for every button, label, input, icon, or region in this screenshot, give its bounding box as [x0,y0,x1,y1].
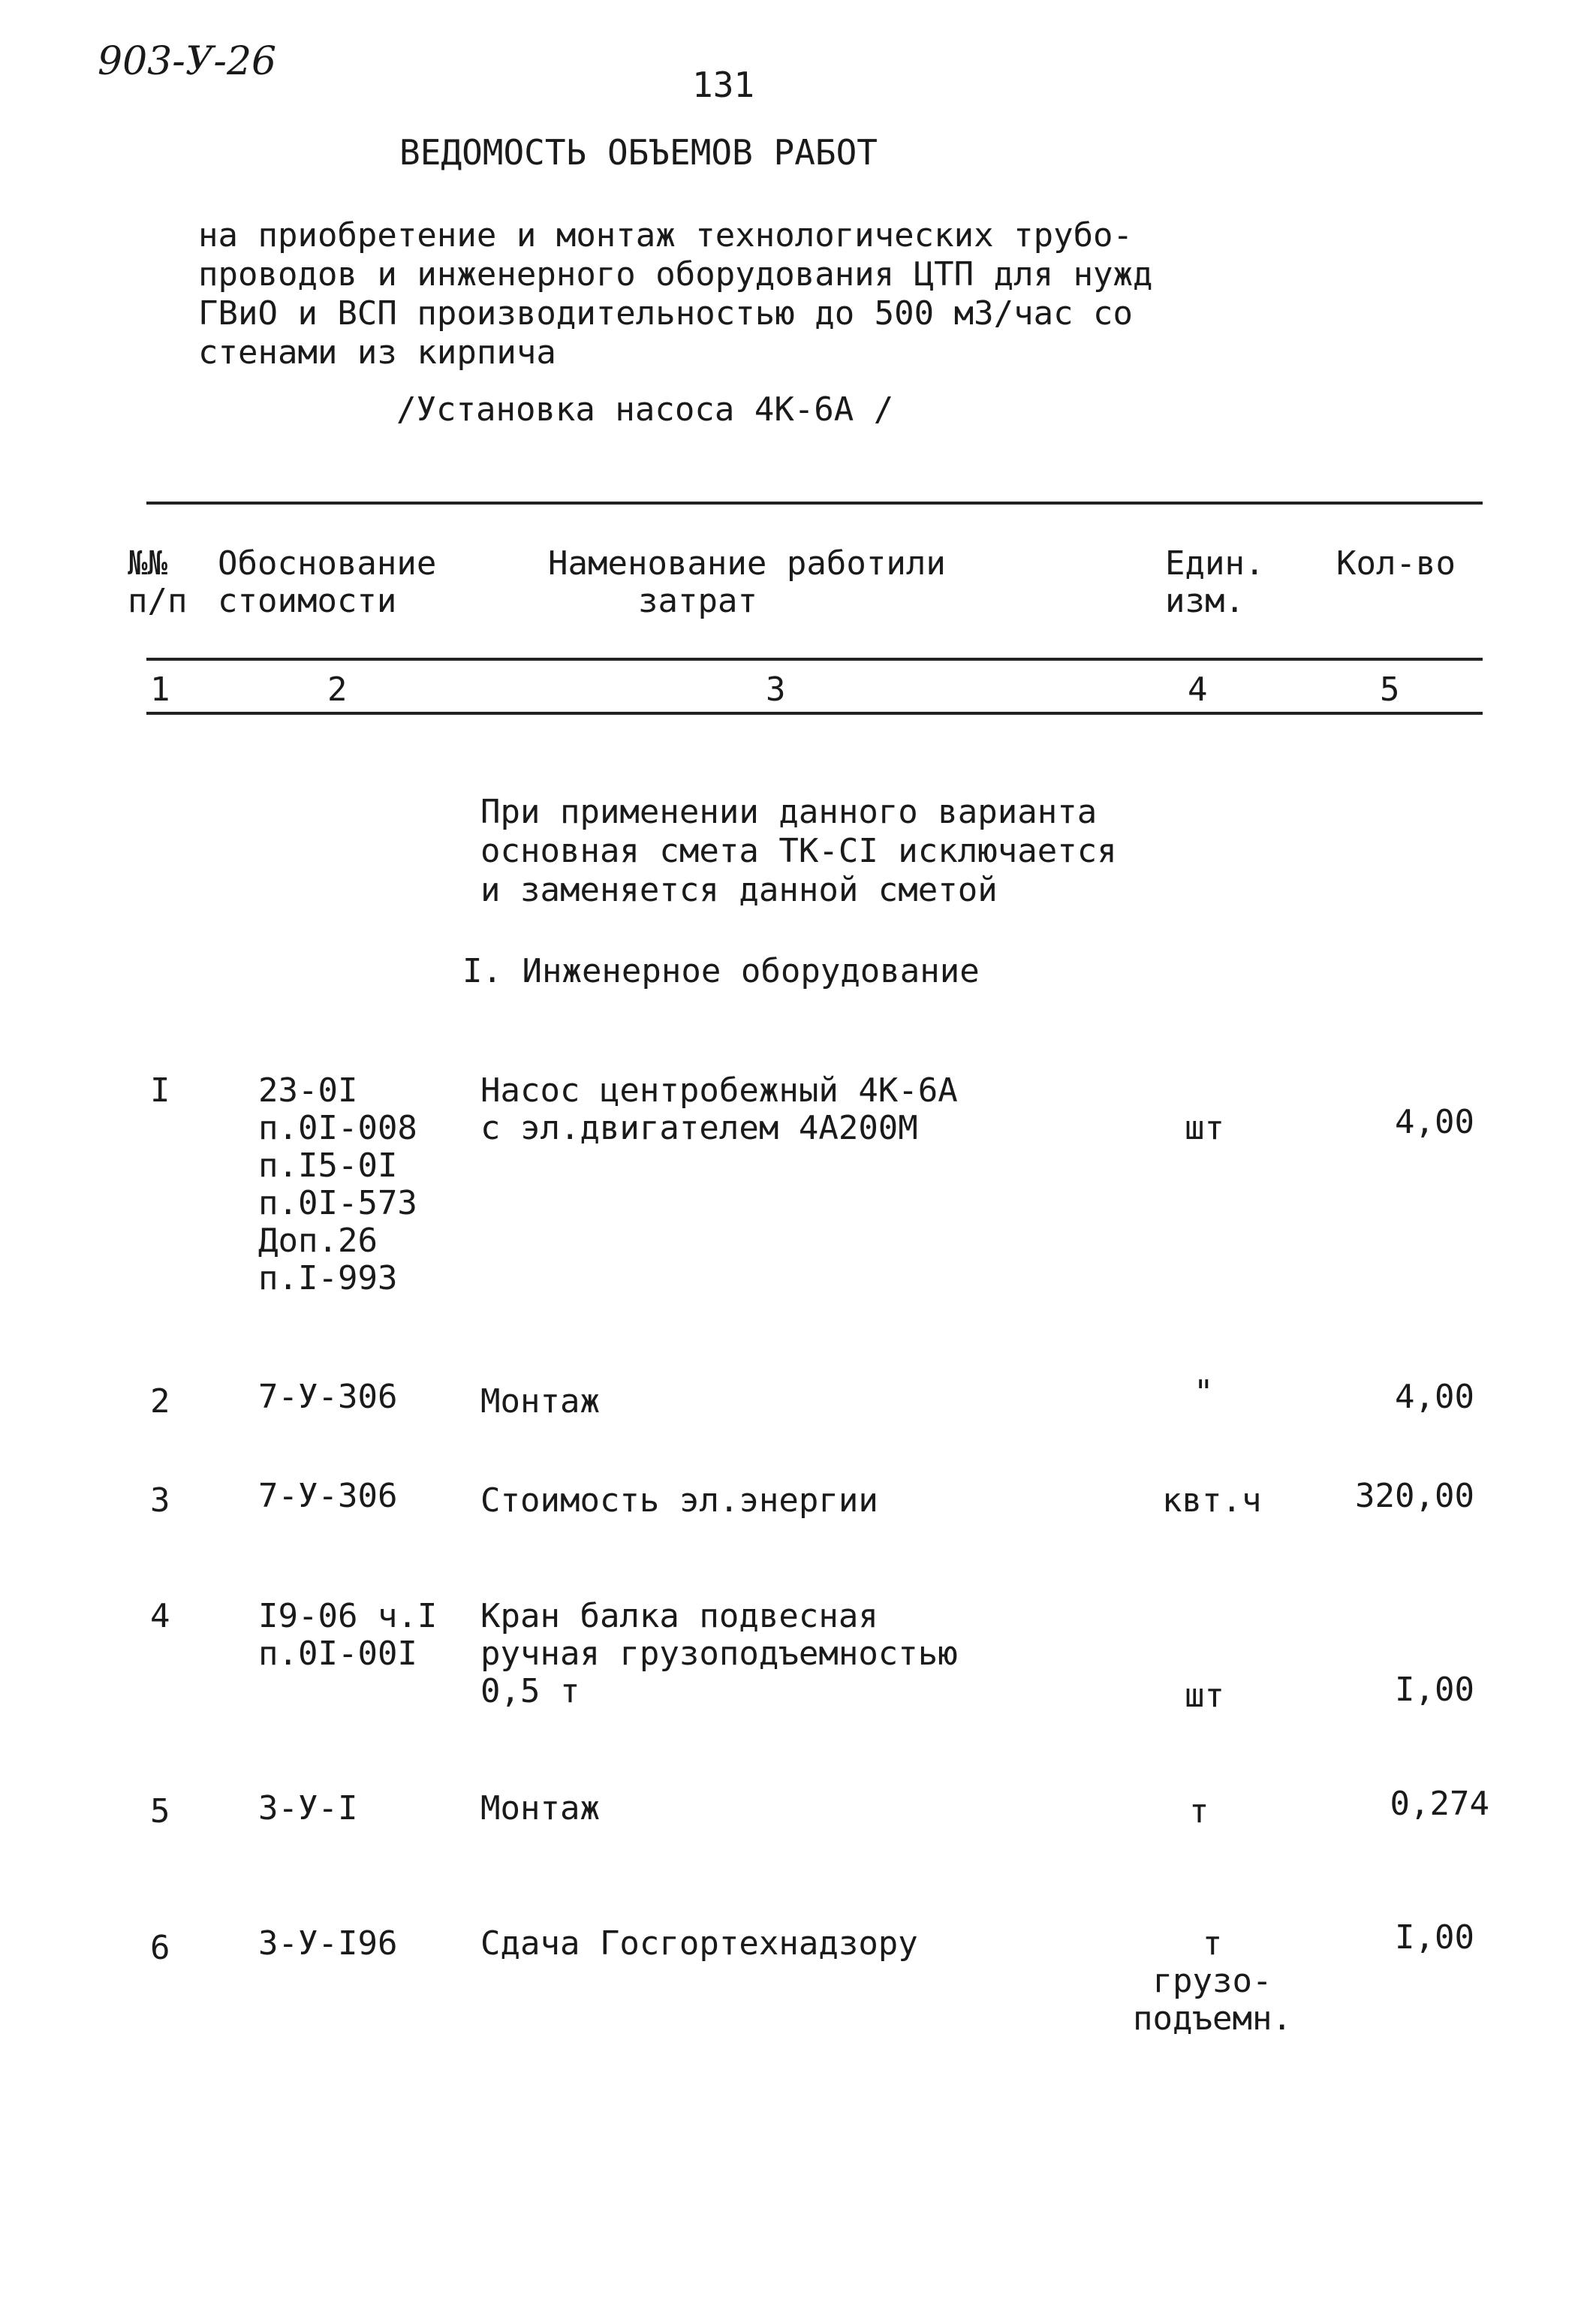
column-number: 1 [150,670,170,709]
header-unit [1165,545,1264,620]
header-name-line: Наменование работили [548,544,946,583]
row-name: Монтаж [480,1789,600,1827]
basis-line: п.0I-573 [258,1184,417,1222]
header-unit-line: изм. [1165,582,1245,620]
row-no: 5 [150,1792,170,1830]
row-basis: 7-У-306 [258,1378,398,1416]
header-qty: Кол-во [1336,544,1456,583]
column-number: 5 [1380,670,1400,709]
row-qty: 0,274 [1390,1785,1489,1823]
header-basis-line: Обоснование [218,544,437,583]
row-name: Стоимость эл.энергии [480,1481,878,1520]
header-name-line: затрат [638,582,757,620]
subtitle-line: проводов и инженерного оборудования ЦТП для нужд [198,255,1153,294]
name-line: Кран балка подвесная [480,1597,878,1635]
basis-line: Доп.26 [258,1222,378,1260]
note-line: При применении данного варианта [480,793,1098,831]
row-unit: шт [1185,1109,1224,1147]
name-line: ручная грузоподъемностью [480,1635,958,1673]
row-no: I [150,1071,170,1110]
row-unit: шт [1185,1677,1224,1715]
row-name: Сдача Госгортехнадзору [480,1924,918,1963]
handwritten-document-code: 903-У-26 [98,39,277,84]
header-no [128,545,187,620]
name-line: Насос центробежный 4К-6А [480,1071,958,1110]
row-unit: т [1189,1792,1209,1830]
row-name [480,1598,958,1710]
unit-line: грузо- [1152,1962,1272,2000]
table-top-rule [146,502,1483,505]
basis-line: 23-0I [258,1071,358,1110]
basis-line: I9-06 ч.I [258,1597,438,1635]
row-unit: квт.ч [1162,1481,1262,1520]
basis-line: п.0I-00I [258,1635,417,1673]
name-line: 0,5 т [480,1672,580,1710]
row-no: 6 [150,1929,170,1967]
row-qty: 320,00 [1355,1477,1474,1515]
subtitle-line: стенами из кирпича [198,333,556,372]
row-basis: 7-У-306 [258,1477,398,1515]
row-basis: 3-У-I96 [258,1924,398,1963]
variant-label: /Установка насоса 4К-6А / [396,390,894,429]
basis-line: п.I5-0I [258,1146,398,1185]
row-name: Монтаж [480,1382,600,1421]
header-unit-line: Един. [1165,544,1265,583]
basis-line: п.0I-008 [258,1109,417,1147]
row-qty: 4,00 [1395,1378,1474,1416]
note-line: основная смета ТК-СI исключается [480,832,1117,870]
column-number: 4 [1188,670,1208,709]
row-basis [258,1598,437,1673]
row-unit: " [1194,1373,1214,1412]
document-title: ВЕДОМОСТЬ ОБЪЕМОВ РАБОТ [399,132,878,173]
row-name [480,1072,958,1147]
column-number: 2 [327,670,348,709]
page-number: 131 [692,65,755,105]
row-no: 4 [150,1597,170,1635]
row-qty: I,00 [1395,1671,1474,1709]
name-line: с эл.двигателем 4А200М [480,1109,918,1147]
row-qty: I,00 [1395,1918,1474,1957]
note-line: и заменяется данной сметой [480,871,998,909]
subtitle-line: ГВиО и ВСП производительностью до 500 м3/час со [198,294,1134,333]
row-basis [258,1072,417,1297]
row-basis: 3-У-I [258,1789,358,1827]
section-title: I. Инженерное оборудование [462,952,980,990]
column-numbers-rule [146,712,1483,715]
basis-line: п.I-993 [258,1259,398,1297]
header-basis [218,545,436,620]
row-qty: 4,00 [1395,1103,1474,1141]
table-header-rule [146,658,1483,661]
subtitle-line: на приобретение и монтаж технологических трубо- [198,216,1134,255]
header-name [548,545,946,620]
row-no: 2 [150,1382,170,1421]
row-no: 3 [150,1481,170,1520]
header-basis-line: стоимости [218,582,397,620]
column-number: 3 [766,670,786,709]
unit-line: подъемн. [1133,1999,1292,2038]
unit-line: т [1202,1924,1223,1963]
header-no-line: п/п [128,582,188,620]
header-no-line: №№ [128,544,167,583]
row-unit [1119,1925,1306,2038]
